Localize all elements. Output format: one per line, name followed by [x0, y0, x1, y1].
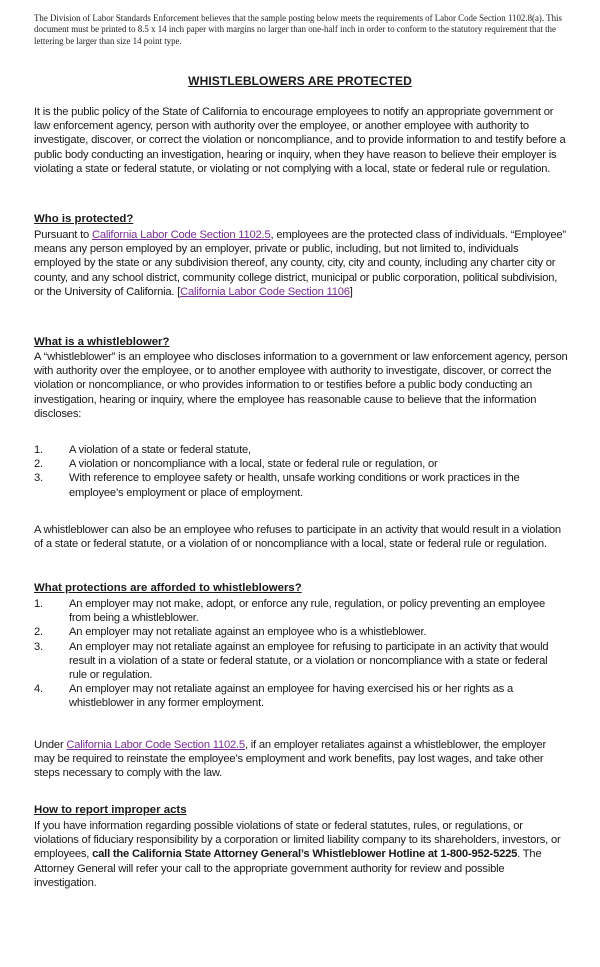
labor-code-1102-5-link-2[interactable]: California Labor Code Section 1102.5 [66, 739, 245, 751]
list-item: 3. With reference to employee safety or health, unsafe working conditions or work practices in the employee’s employment or place of employment. [34, 472, 520, 499]
who-protected-heading: Who is protected? [34, 213, 134, 225]
what-whistleblower-heading: What is a whistleblower? [34, 336, 170, 348]
retaliation-text-start: Under [34, 739, 67, 751]
list-item: 3. An employer may not retaliate against an employee for refusing to participate in an activity that would result in a violation of a state or federal statute, or a violation or noncompliance with a state or federal rule or regulation. [34, 640, 549, 682]
report-text-start: If you have information regarding possible violations of state or federal statutes, rules, or regulations, or violations of fiduciary responsibility by a corporation or limited liability company to its shareholders, investors, or employees, [34, 820, 561, 861]
intro-paragraph: It is the public policy of the State of California to encourage employees to notify an appropriate government or law enforcement agency, person with authority over the employee, or another employee with authority to investigate, discover, or correct the violation or noncompliance, and to provide information to and testify before a public body conducting an investigation, hearing or inquiry, when they have reason to believe their employer is violating a state or federal statute, or violating or not complying with a local, state or federal rule or regulation. [34, 106, 566, 175]
who-protected-text-end: ] [349, 285, 353, 298]
protections-heading: What protections are afforded to whistleblowers? [34, 582, 302, 594]
labor-code-1106-link[interactable]: California Labor Code Section 1106 [180, 285, 350, 298]
list-item: 2. A violation or noncompliance with a local, state or federal rule or regulation, or [34, 458, 438, 471]
what-whistleblower-paragraph: A “whistleblower” is an employee who discloses information to a government or law enforcement agency, person with authority over the employee, or to another employee with authority to investigate, discover, or correct the violation or noncompliance, or who provides information to or testifies before a public body conducting an investigation, hearing or inquiry, where the employee has reasonable cause to believe that the information discloses: [34, 351, 568, 420]
retaliation-paragraph [34, 738, 568, 781]
who-protected-text-start: Pursuant to [34, 229, 92, 241]
protections-list [34, 597, 568, 711]
hotline-text: call the California State Attorney General’s Whistleblower Hotline at 1-800-952-5225 [92, 848, 518, 861]
retaliation-text-end: , if an employer retaliates against a whistleblower, the employer may be required to reinstate the employee’s employment and work benefits, pay lost wages, and take other steps necessary to comply with the law. [34, 739, 546, 780]
list-item: 1. A violation of a state or federal statute, [34, 444, 251, 456]
list-item: 2. An employer may not retaliate against an employee who is a whistleblower. [34, 626, 427, 639]
report-paragraph [34, 819, 568, 890]
page-title: WHISTLEBLOWERS ARE PROTECTED [188, 74, 412, 88]
refusal-paragraph: A whistleblower can also be an employee who refuses to participate in an activity that would result in a violation of a state or federal statute, or a violation of or noncompliance with a local, state or federal rule or regulation. [34, 524, 561, 551]
who-protected-text-middle: , employees are the protected class of individuals. “Employee” means any person employed by an employer, private or public, including, but not limited to, individuals employed by the state or any subdivision thereof, any county, city, city and county, including any charter city or county, and any school district, community college district, municipal or public corporation, political subdivision, or the University of California. [ [34, 229, 566, 298]
list-item: 1. An employer may not make, adopt, or enforce any rule, regulation, or policy preventing an employee from being a whistleblower. [34, 598, 546, 625]
labor-code-1102-5-link[interactable]: California Labor Code Section 1102.5 [91, 229, 271, 241]
disclosure-list [34, 443, 568, 500]
printing-notice: The Division of Labor Standards Enforcement believes that the sample posting below meets the requirements of Labor Code Section 1102.8(a). This document must be printed to 8.5 x 14 inch paper with margins no larger than one-half inch in order to conform to the statutory requirement that the lettering be larger than size 14 point type. [34, 13, 562, 46]
list-item: 4. An employer may not retaliate against an employee for having exercised his or her rights as a whistleblower in any former employment. [34, 683, 514, 710]
report-heading: How to report improper acts [34, 804, 187, 816]
report-text-end: . The Attorney General will refer your call to the appropriate government authority for review and possible investigation. [34, 848, 542, 889]
who-protected-paragraph [34, 228, 568, 299]
